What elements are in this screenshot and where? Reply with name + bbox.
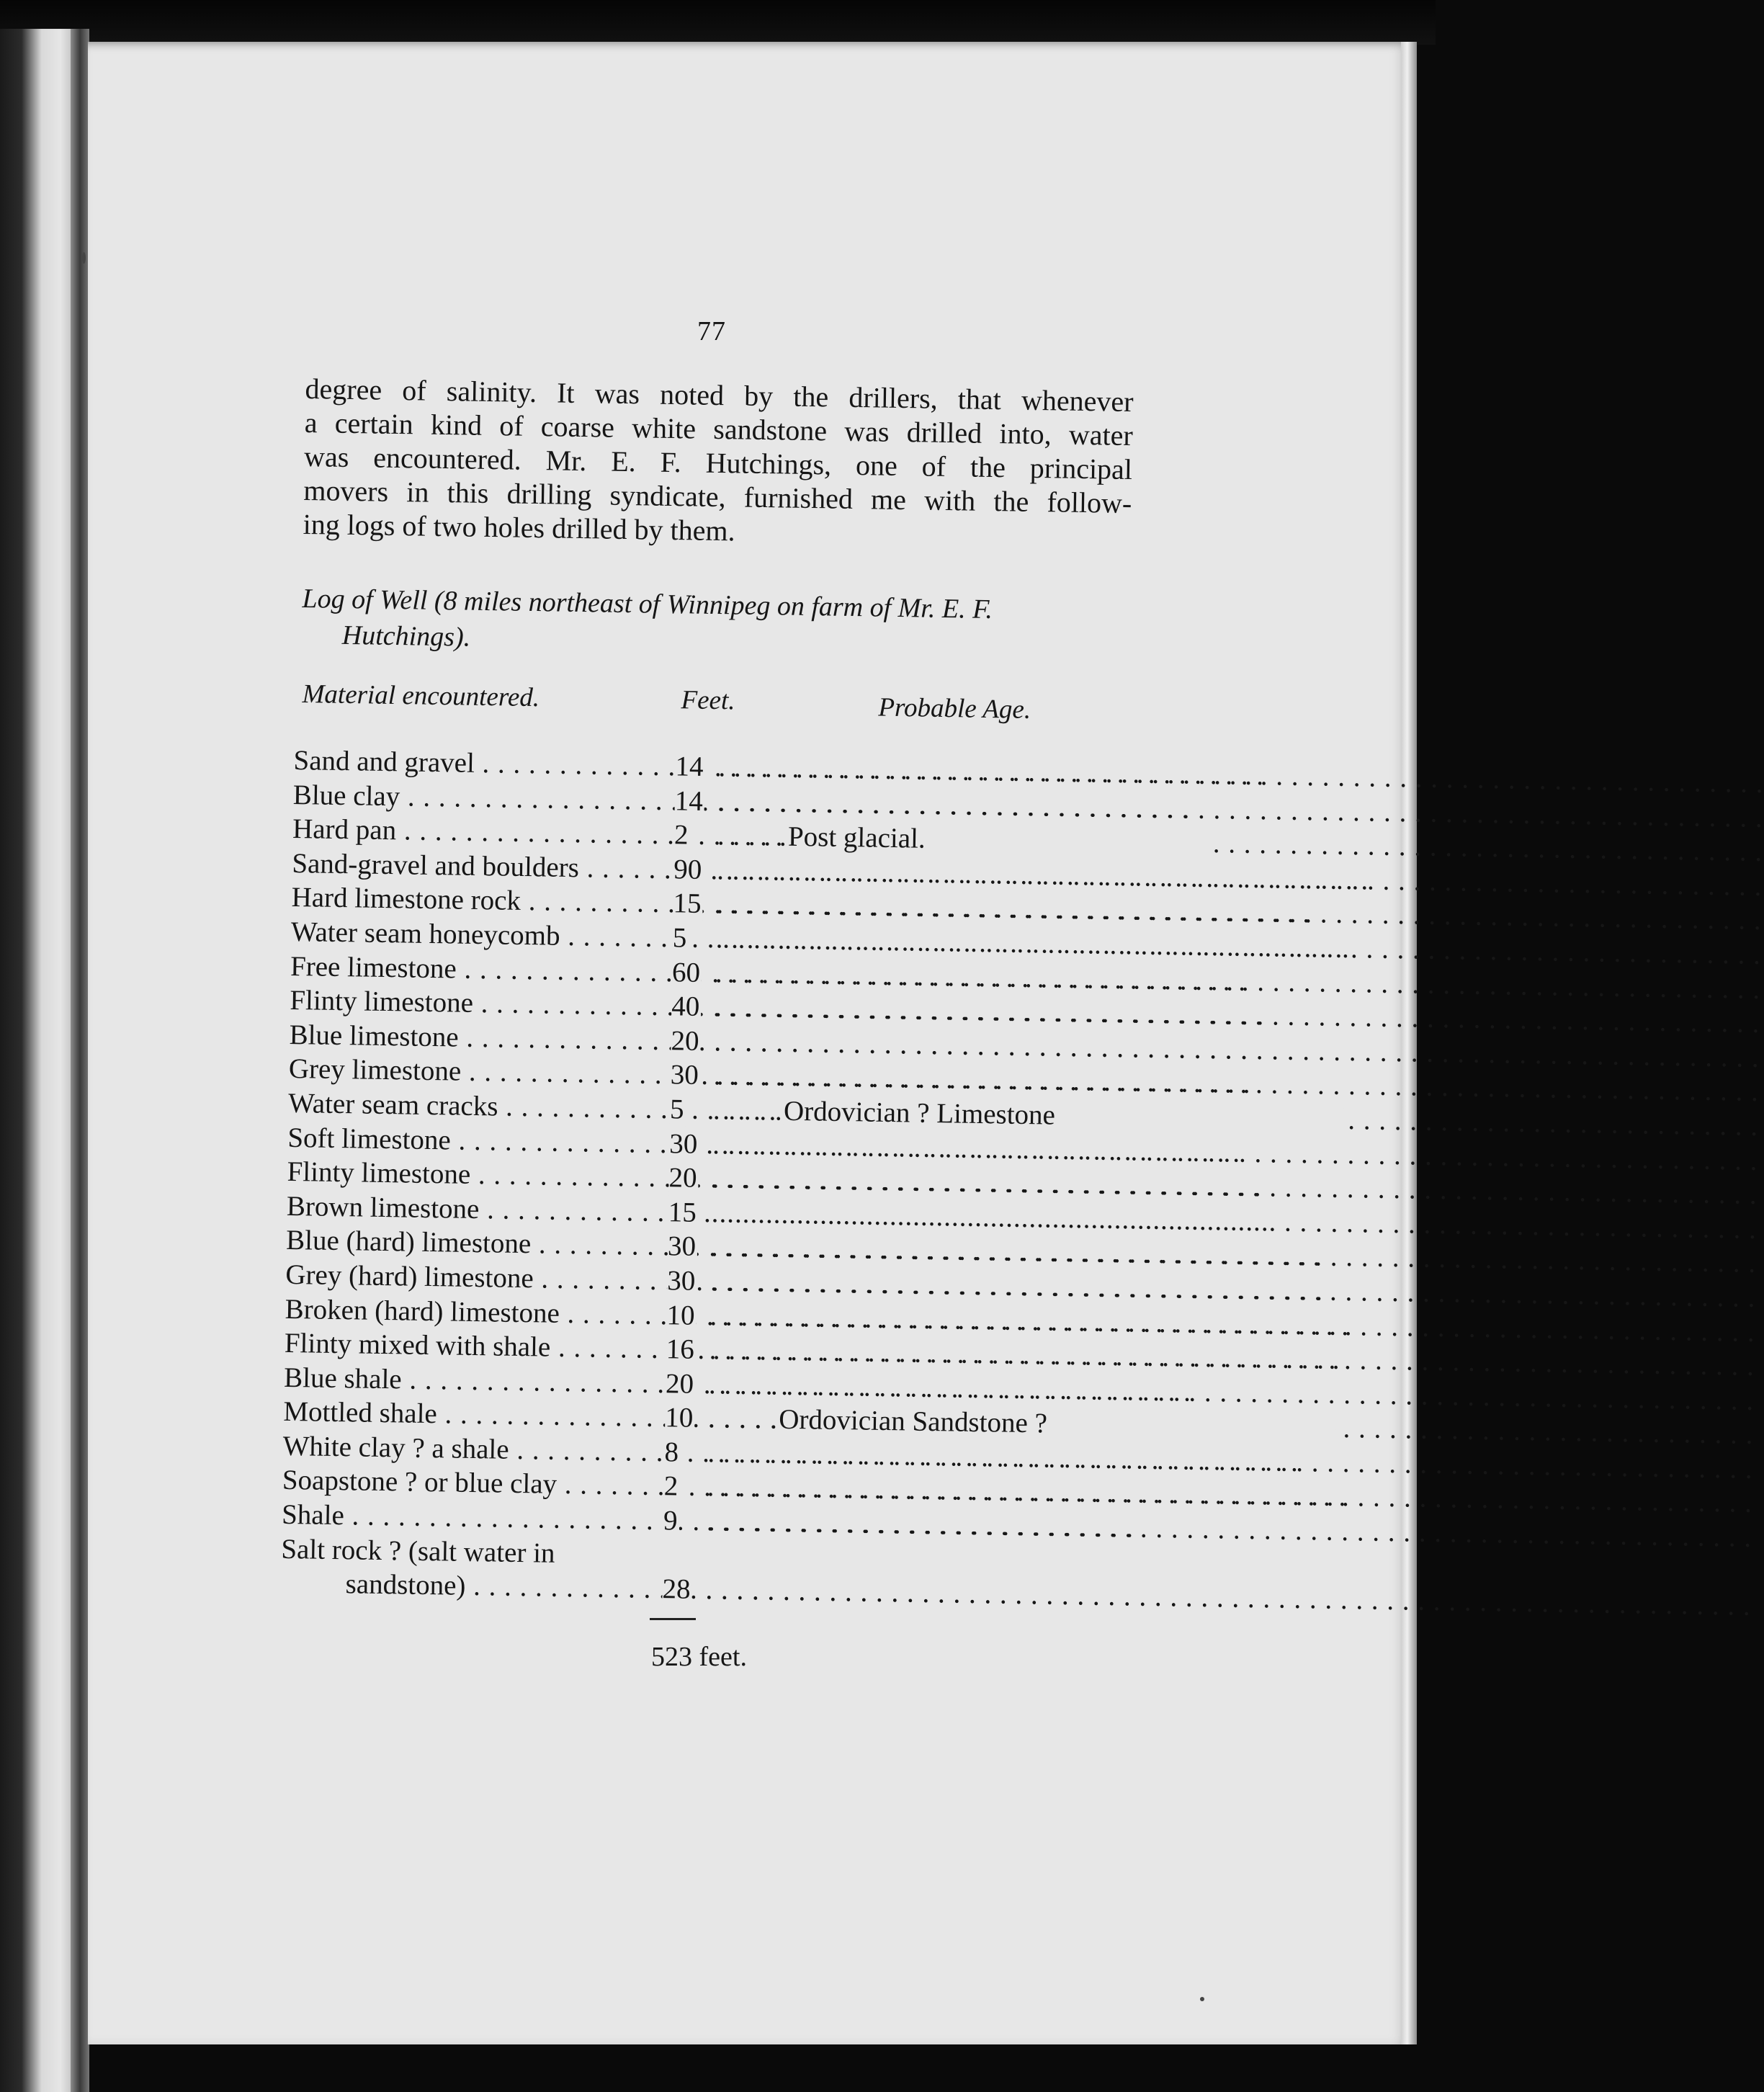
log-feet: 2 [674,818,690,853]
log-material [284,1361,666,1401]
log-feet: 30 [667,1264,697,1298]
log-material [285,1326,667,1367]
log-material-text: Blue clay [292,779,400,812]
leader-dots [705,1573,1116,1614]
log-material [285,1258,668,1298]
log-material-text: Sand-gravel and boulders [292,847,580,884]
log-feet: 90 [673,852,704,887]
page-number: 77 [697,316,726,347]
log-material-line: sandstone) [345,1568,466,1602]
log-material [288,1086,671,1127]
log-material [291,915,673,955]
log-material [283,1395,666,1435]
log-material-text: Grey limestone [288,1053,462,1088]
log-material [285,1292,667,1332]
log-material-text: Soft limestone [287,1122,452,1156]
paragraph-line: degree of salinity. It was noted by the drillers, that whenever [305,372,1134,419]
total-depth: 523 feet. [651,1642,747,1672]
log-feet: 40 [671,989,702,1024]
log-age: Post glacial. [788,820,1214,861]
log-material-text: Flinty limestone [290,985,474,1019]
log-feet: 20 [671,1024,701,1058]
book-gutter [71,29,89,2092]
log-material-text: Blue limestone [289,1019,460,1053]
log-material-text: Blue (hard) limestone [285,1225,532,1260]
log-feet: 10 [666,1298,697,1333]
log-material-text: Water seam cracks [287,1087,498,1122]
log-material [286,1223,668,1264]
log-feet: 5 [670,1092,686,1127]
log-feet: 5 [672,921,688,955]
log-material [282,1498,664,1538]
log-feet: 9 [663,1503,679,1538]
log-material-text: Flinty mixed with shale [284,1327,551,1363]
log-material [293,778,676,818]
log-feet: 30 [669,1127,699,1161]
log-material-text: Flinty limestone [287,1156,471,1191]
log-material-text: Broken (hard) limestone [285,1293,560,1329]
log-material [290,983,672,1024]
log-material [282,1429,665,1470]
log-material-text: Brown limestone [286,1190,480,1225]
scan-top-border [0,0,1436,45]
log-material-text: Grey (hard) limestone [285,1259,534,1295]
log-material-text: Blue shale [283,1362,403,1395]
log-material [290,949,673,990]
log-material [291,880,673,921]
caption-line: Log of Well (8 miles northeast of Winnipeg on farm of Mr. E. F. [302,583,993,625]
log-material [289,1018,671,1058]
log-material [287,1189,669,1230]
log-feet: 16 [666,1332,696,1367]
paragraph-line: a certain kind of coarse white sandstone was drilled into, water [304,406,1134,452]
log-caption [301,581,1137,666]
log-material-text: White clay ? a shale [282,1430,509,1465]
scan-speck [1200,1997,1204,2001]
log-material [280,1533,663,1606]
log-material [292,812,675,852]
log-feet: 10 [665,1400,695,1435]
header-material: Material encountered. [302,679,540,713]
log-age: Ordovician Sandstone ? [779,1403,1335,1446]
log-material-text: Mottled shale [283,1396,438,1430]
log-feet: 30 [668,1230,698,1264]
log-material [293,743,676,784]
log-row [280,1532,1109,1614]
log-feet: 2 [663,1470,679,1504]
log-age: Ordovician ? Limestone [784,1094,1344,1137]
log-feet: 20 [668,1161,699,1195]
log-feet: 8 [664,1435,680,1470]
log-feet: 14 [674,784,704,818]
log-material-text: Sand and gravel [293,744,475,779]
scan-speck [82,252,86,264]
log-feet: 30 [670,1058,700,1093]
log-material-text: Free limestone [290,950,457,985]
log-material-text: Shale [281,1498,345,1532]
log-material-text: Hard limestone rock [291,882,521,917]
log-feet: 20 [666,1367,696,1401]
log-material [282,1463,665,1503]
header-feet: Feet. [681,685,735,716]
log-material [287,1120,670,1161]
paragraph-line: ing logs of two holes drilled by them. [303,507,735,547]
body-paragraph [303,372,1134,554]
well-log-table [280,743,1122,1614]
paragraph-line: movers in this drilling syndicate, furnished me with the follow- [303,473,1132,520]
log-material-text: Water seam honeycomb [290,916,560,952]
log-feet: 14 [675,749,705,784]
log-feet: 15 [673,887,703,921]
log-material-text: Soapstone ? or blue clay [282,1465,558,1501]
log-feet: 28 [662,1572,692,1606]
log-material-text: Hard pan [292,813,397,846]
log-feet: 15 [668,1195,698,1230]
caption-line: Hutchings). [341,620,471,653]
sum-rule [650,1618,696,1620]
header-age: Probable Age. [878,692,1031,725]
log-material-line: Salt rock ? (salt water in [281,1532,699,1573]
paragraph-line: was encountered. Mr. E. F. Hutchings, one of the principal [303,439,1133,486]
log-material [289,1052,671,1092]
log-material [292,846,674,887]
log-material [287,1155,669,1195]
log-feet: 60 [672,955,702,990]
